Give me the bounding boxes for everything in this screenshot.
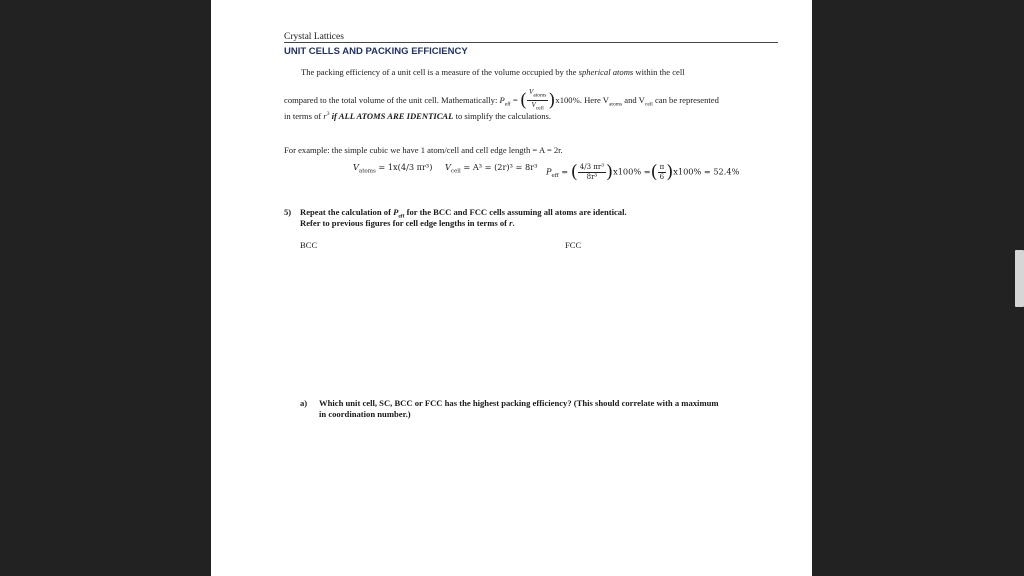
- equation-v-cell: $V_{cell} = A^3 = (2r)^3 = 8r^3$: [445, 162, 538, 175]
- emphasis-spherical-atoms: spherical atoms: [578, 67, 634, 77]
- scrollbar-thumb[interactable]: [1015, 250, 1024, 307]
- header-rule: [284, 42, 778, 43]
- question-5-line-1: Repeat the calculation of $P_{eff}$ for the BCC and FCC cells assuming all atoms are identical.: [300, 207, 627, 220]
- example-text: For example: the simple cubic we have 1 atom/cell and cell edge length = A = 2r.: [284, 145, 563, 155]
- equation-v-atoms: $V_{atoms} = 1x(4/3$ πr³): [353, 162, 433, 175]
- equation-p-eff: $P_{eff}$ = ( $\frac{\text{4/3 πr³}}{\text{8r³}}$ )x100% =( $\frac{\pi}{6}$ )x100% = 52.4%: [546, 161, 740, 183]
- question-a-number: a): [300, 398, 308, 408]
- question-a-line-1: Which unit cell, SC, BCC or FCC has the highest packing efficiency? (This should correlate with a maximum: [319, 398, 719, 408]
- emphasis-identical-atoms: if ALL ATOMS ARE IDENTICAL: [329, 111, 454, 121]
- packing-fraction: $\frac{\text{4/3 πr³}}{\text{8r³}}$: [579, 163, 605, 181]
- bcc-label: BCC: [300, 240, 318, 250]
- question-a-line-2: in coordination number.): [319, 409, 411, 419]
- intro-line-1: The packing efficiency of a unit cell is a measure of the volume occupied by the spherical atoms within the cell: [301, 67, 685, 77]
- intro-line-2: compared to the total volume of the unit cell. Mathematically: $P_{eff}$ = ( $\frac{V_{atoms}}{V_{cell}}$ )x100%. Here $V_{atoms}$ and $V_{cell}$ can be represented: [284, 88, 719, 112]
- question-5-number: 5): [284, 207, 292, 217]
- intro-line-3: in terms of $r^3$ if ALL ATOMS ARE IDENTICAL to simplify the calculations.: [284, 111, 552, 121]
- question-5-line-2: Refer to previous figures for cell edge lengths in terms of r.: [300, 218, 515, 228]
- document-page: [211, 0, 812, 576]
- section-title: UNIT CELLS AND PACKING EFFICIENCY: [284, 46, 468, 57]
- fcc-label: FCC: [565, 240, 582, 250]
- volume-fraction: $\frac{V_{atoms}}{V_{cell}}$: [528, 88, 547, 112]
- running-header: Crystal Lattices: [284, 32, 344, 42]
- pi-over-six-fraction: $\frac{\pi}{6}$: [659, 163, 665, 181]
